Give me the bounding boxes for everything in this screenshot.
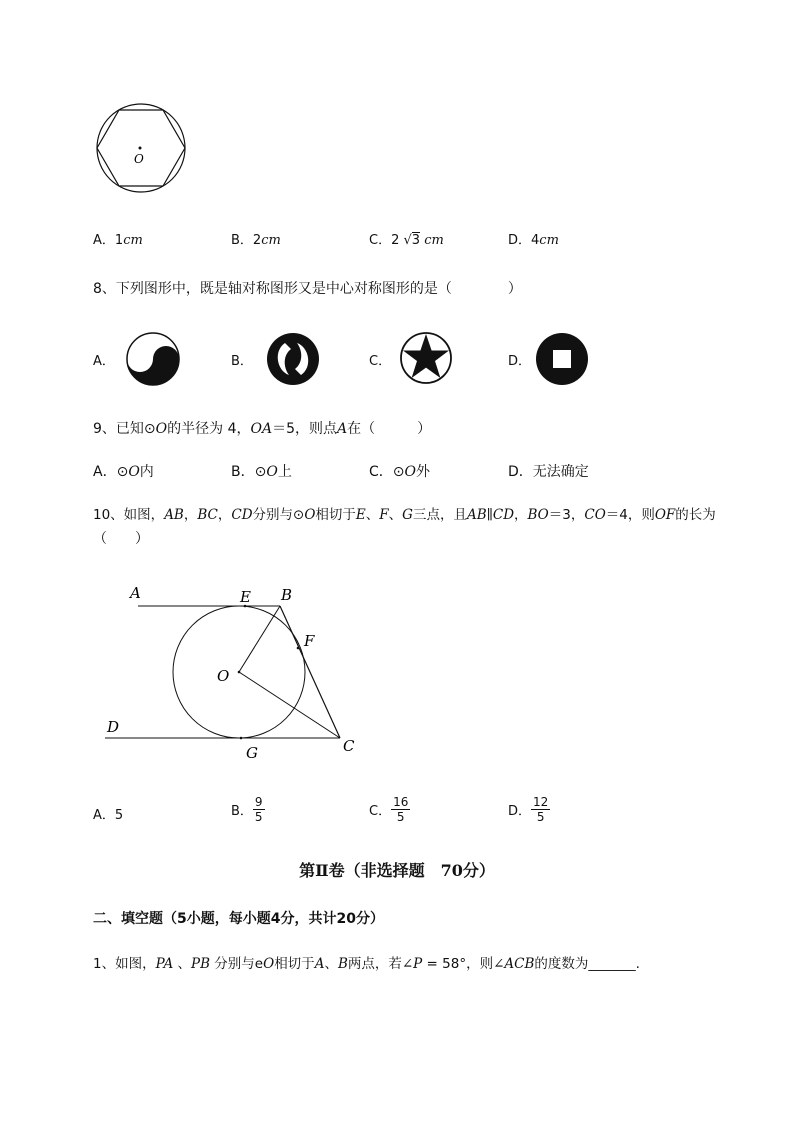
sqrt-icon: √ xyxy=(403,233,412,248)
q9-option-c[interactable]: C．⊙O外 xyxy=(369,464,430,480)
label-g: G xyxy=(246,744,258,762)
label-c: C xyxy=(343,737,355,755)
fill1-question-text: 1、如图，PA 、PB 分别与eO相切于A、B两点，若∠P = 58°，则∠ACB的度数为_______. xyxy=(93,956,640,972)
q10-option-a[interactable]: A．5 xyxy=(93,808,124,823)
q10-question-line1: 10、如图，AB，BC，CD分别与⊙O相切于E、F、G三点，且AB∥CD，BO＝3，CO＝4，则OF的长为 xyxy=(93,507,716,523)
q8-option-d-label[interactable]: D． xyxy=(508,354,532,369)
label-d: D xyxy=(107,718,120,736)
q7-radicand: 3 xyxy=(411,233,421,248)
section2-heading: 二、填空题（5小题，每小题4分，共计20分） xyxy=(93,911,384,927)
swirl-logo-icon[interactable] xyxy=(265,331,321,387)
q9-option-d[interactable]: D．无法确定 xyxy=(508,464,589,480)
fraction: $\frac{9}{5}$ xyxy=(254,795,263,824)
segment-ob xyxy=(239,606,280,672)
fraction: $\frac{12}{5}$ xyxy=(533,795,549,824)
q8-option-c-label[interactable]: C． xyxy=(369,354,392,369)
q9-question-text: 9、已知⊙O的半径为 4，OA＝5，则点A在（ ） xyxy=(93,421,432,437)
coin-square-hole-icon[interactable] xyxy=(534,331,590,387)
q7-center-dot xyxy=(139,147,142,150)
star-in-circle-icon[interactable] xyxy=(398,330,454,386)
fraction: $\frac{16}{5}$ xyxy=(393,795,409,824)
label-b: B xyxy=(281,586,293,604)
q7-option-c[interactable]: C．2 √3 cm xyxy=(369,233,444,248)
part2-title: 第Ⅱ卷（非选择题 70分） xyxy=(299,861,495,880)
q10-tangent-circle-figure xyxy=(100,580,370,765)
q7-option-a[interactable]: A．1cm xyxy=(93,233,143,248)
q9-option-b[interactable]: B．⊙O上 xyxy=(231,464,292,480)
q10-question-line2: （ ） xyxy=(93,531,149,547)
q10-option-b[interactable]: B． $\frac{9}{5}$ xyxy=(231,795,263,824)
q7-hexagon-circle-figure xyxy=(92,102,192,194)
label-f: F xyxy=(304,632,315,650)
q7-option-b[interactable]: B．2cm xyxy=(231,233,281,248)
q10-option-d[interactable]: D． $\frac{12}{5}$ xyxy=(508,795,549,824)
q8-option-b-label[interactable]: B． xyxy=(231,354,253,369)
label-o: O xyxy=(217,667,230,685)
q8-option-a-label[interactable]: A． xyxy=(93,354,115,369)
q7-option-d[interactable]: D．4cm xyxy=(508,233,559,248)
yin-yang-icon[interactable] xyxy=(125,331,181,387)
q9-option-a[interactable]: A．⊙O内 xyxy=(93,464,154,480)
q10-option-c[interactable]: C． $\frac{16}{5}$ xyxy=(369,795,409,824)
label-a: A xyxy=(130,584,141,602)
q8-question-text: 8、下列图形中，既是轴对称图形又是中心对称图形的是（ ） xyxy=(93,281,522,297)
label-e: E xyxy=(240,588,251,606)
q7-center-label: O xyxy=(134,152,144,166)
